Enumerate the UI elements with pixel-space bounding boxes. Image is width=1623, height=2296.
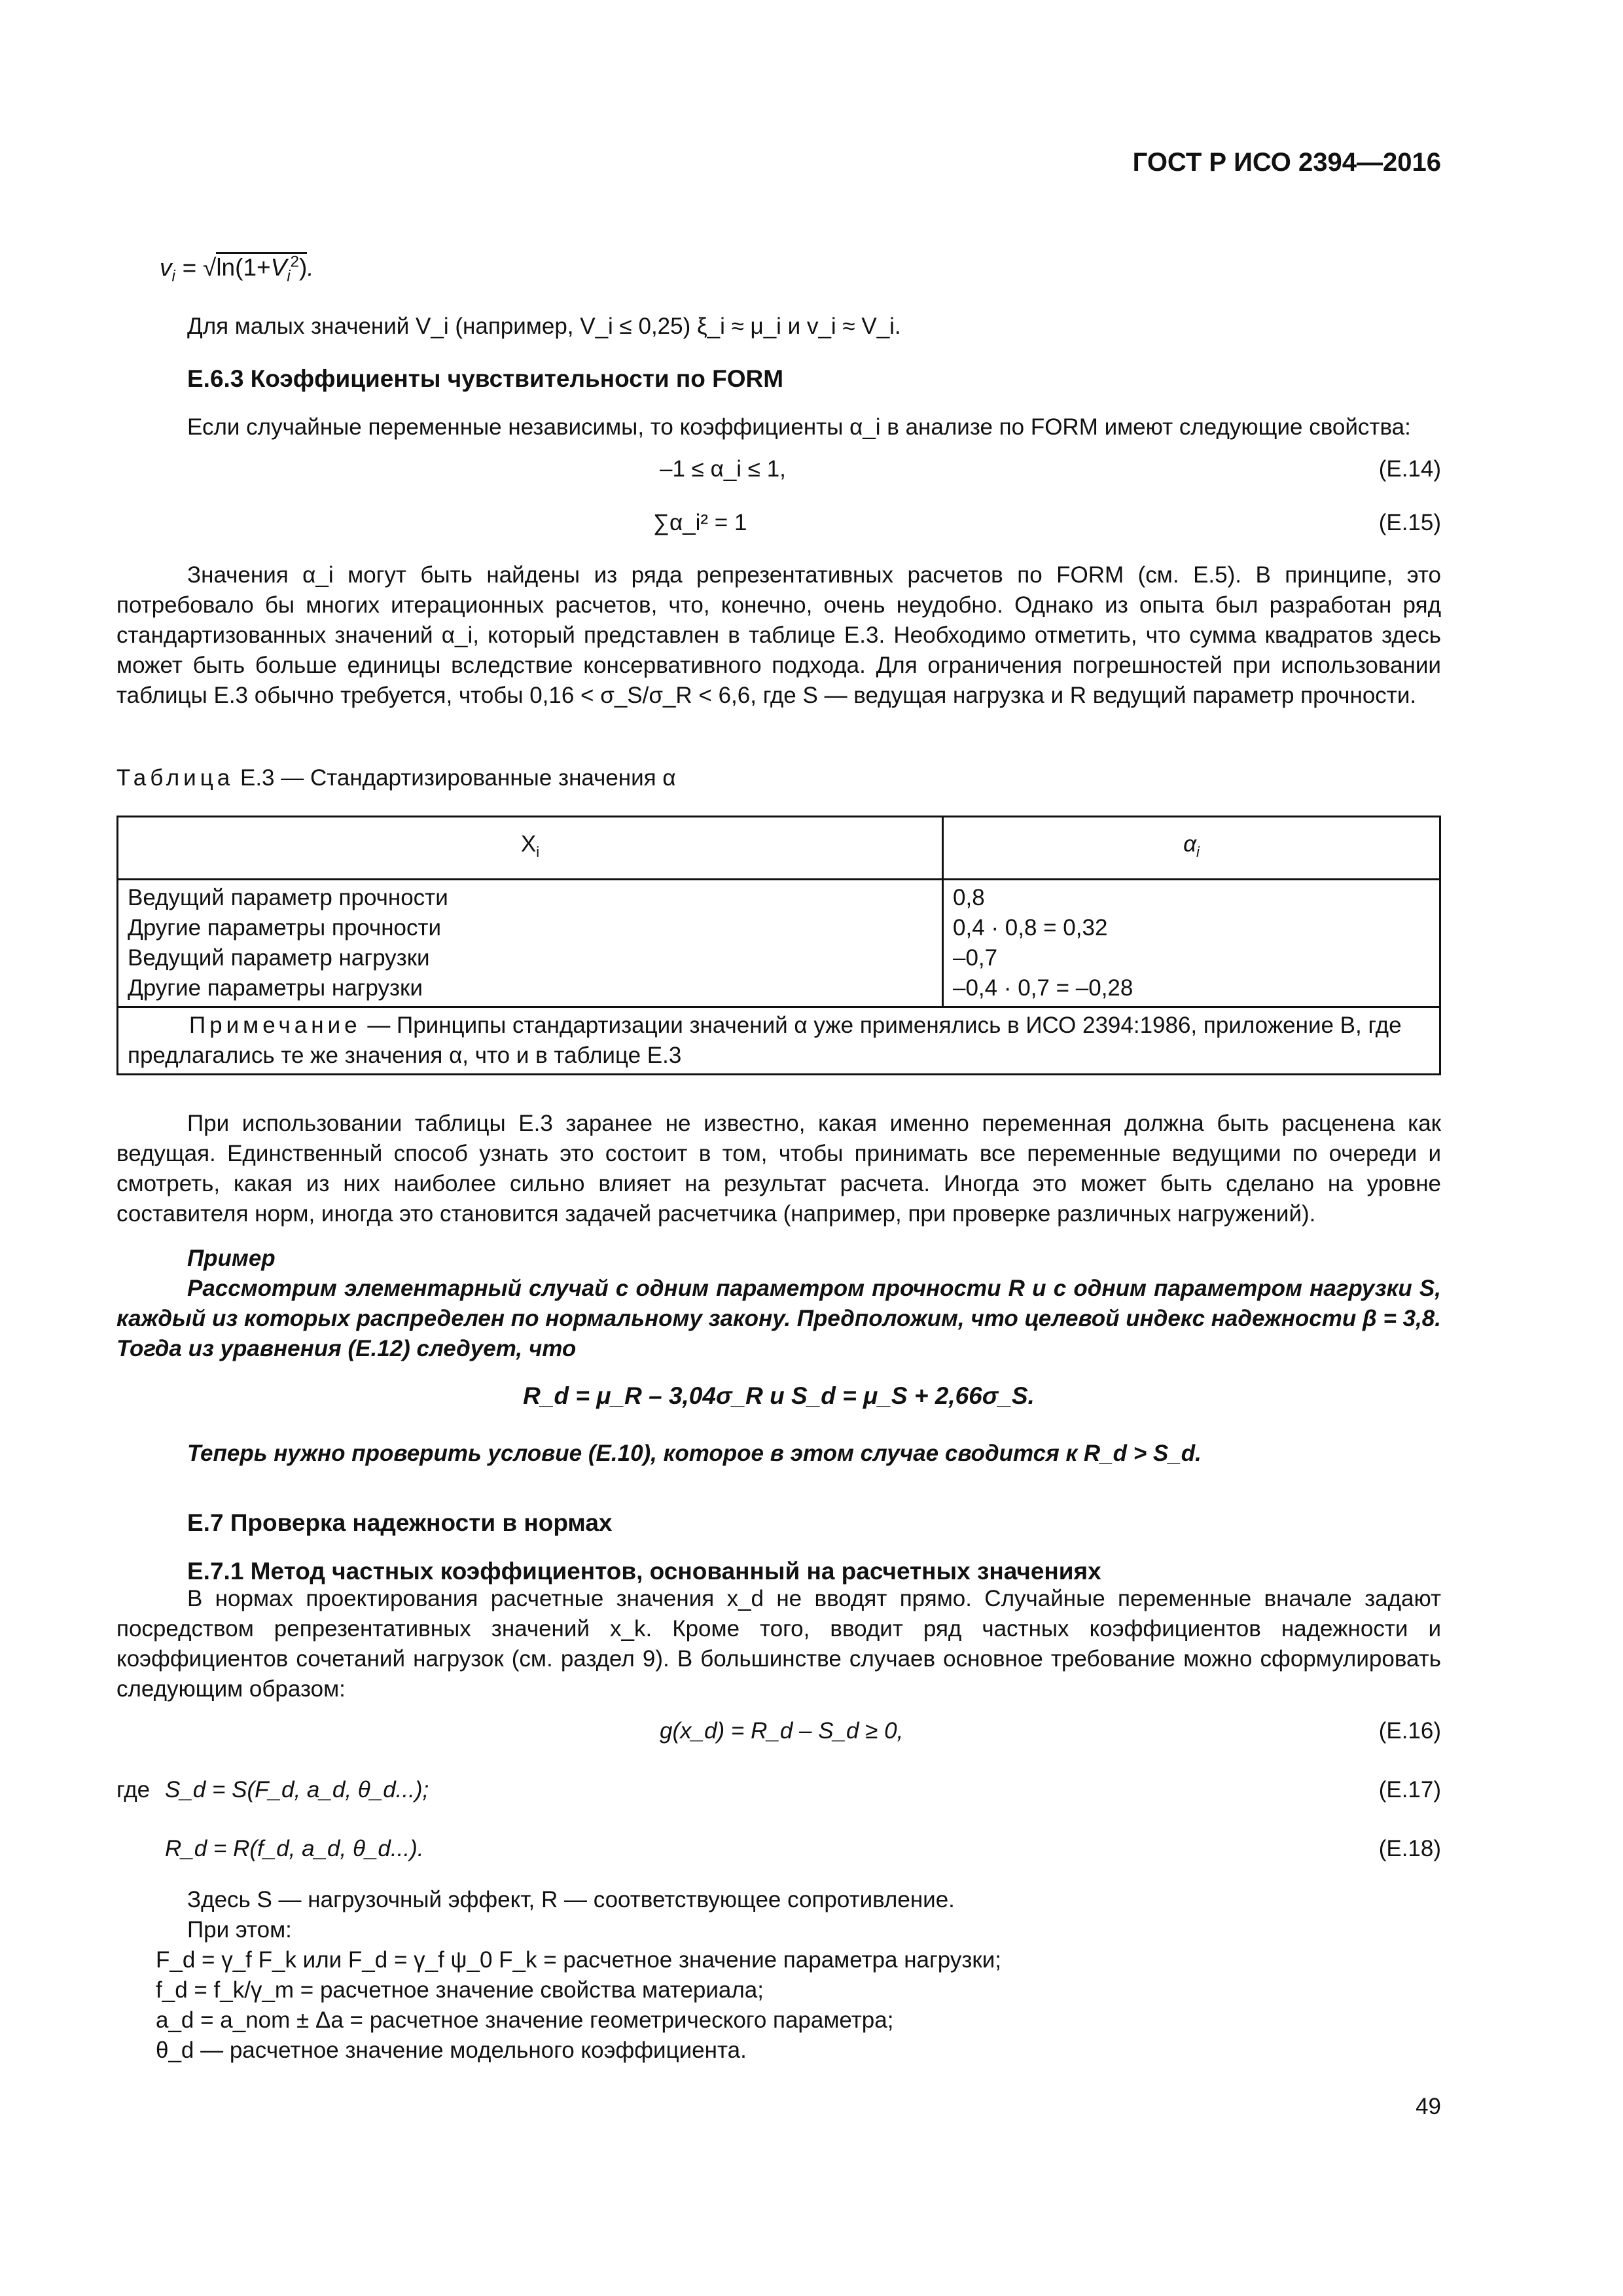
table-note xyxy=(118,1007,1440,1075)
defs-intro: Здесь S — нагрузочный эффект, R — соответствующее сопротивление. xyxy=(187,1887,955,1912)
example-heading: Пример xyxy=(187,1246,276,1271)
equation-e17 xyxy=(116,1775,1441,1805)
table-caption-text: E.3 — Стандартизированные значения α xyxy=(240,765,676,791)
equation-e15-number: (E.15) xyxy=(1378,510,1441,535)
section-e63-title: E.6.3 Коэффициенты чувствительности по FORM xyxy=(187,365,784,392)
equation-e17-prefix: где xyxy=(116,1777,151,1803)
section-e7-title: E.7 Проверка надежности в нормах xyxy=(187,1509,613,1536)
section-e71-title: E.7.1 Метод частных коэффициентов, основанный на расчетных значениях xyxy=(187,1558,1101,1585)
table-row: Другие параметры прочности xyxy=(128,915,442,941)
equation-e18 xyxy=(116,1834,1441,1864)
table-header-alpha: $\alpha_i$ xyxy=(943,817,1440,880)
table-note-word: Примечание xyxy=(189,1013,361,1038)
equation-e18-formula: R_d = R(f_d, a_d, θ_d...). xyxy=(165,1836,424,1861)
values-paragraph: Значения α_i могут быть найдены из ряда репрезентативных расчетов по FORM (см. E.5). В принципе, это потребовало бы многих итерационных расчетов, что, конечно, очень неудобно. Однако из опыта был разработан ряд стандартизованных значений α_i, который представлен в таблице E.3. Необходимо отметить, что сумма квадратов здесь может быть больше единицы вследствие консервативного подхода. Для ограничения погрешностей при использовании таблицы E.3 обычно требуется, чтобы 0,16 < σ_S/σ_R < 6,6, где S — ведущая нагрузка и R ведущий параметр прочности. xyxy=(116,562,1441,708)
table-header-xi: $X_i$ xyxy=(118,817,943,880)
definition-item: θ_d — расчетное значение модельного коэффициента. xyxy=(156,2037,747,2063)
example-text: Рассмотрим элементарный случай с одним параметром прочности R и с одним параметром нагрузки S, каждый из которых распределен по нормальному закону. Предположим, что целевой индекс надежности β = 3,8. Тогда из уравнения (E.12) следует, что xyxy=(116,1276,1441,1361)
table-value: –0,4 · 0,7 = –0,28 xyxy=(953,975,1133,1001)
equation-e14-formula: –1 ≤ α_i ≤ 1, xyxy=(660,456,786,482)
equation-e15 xyxy=(116,508,1441,538)
equation-e16-number: (E.16) xyxy=(1378,1718,1441,1744)
table-caption xyxy=(116,763,676,793)
table-value: 0,4 · 0,8 = 0,32 xyxy=(953,915,1108,941)
equation-e14-number: (E.14) xyxy=(1378,456,1441,482)
example-conclusion: Теперь нужно проверить условие (E.10), которое в этом случае сводится к R_d > S_d. xyxy=(187,1441,1202,1466)
page-number: 49 xyxy=(1416,2094,1441,2119)
table-row: Другие параметры нагрузки xyxy=(128,975,423,1001)
table-row: Ведущий параметр прочности xyxy=(128,885,448,910)
formula-vi: $v_i = √\ln(1+V_i^2)$. xyxy=(160,253,314,285)
definition-item: f_d = f_k/γ_m = расчетное значение свойства материала; xyxy=(156,1977,764,2003)
table-names-cell xyxy=(118,880,943,1007)
table-values-cell xyxy=(943,880,1440,1007)
definition-item: F_d = γ_f F_k или F_d = γ_f ψ_0 F_k = расчетное значение параметра нагрузки; xyxy=(156,1947,1001,1973)
example-formula: R_d = μ_R – 3,04σ_R и S_d = μ_S + 2,66σ_S. xyxy=(523,1382,1035,1409)
equation-e18-number: (E.18) xyxy=(1378,1836,1441,1861)
table-e3 xyxy=(116,816,1441,1075)
definition-item: a_d = a_nom ± Δa = расчетное значение геометрического параметра; xyxy=(156,2007,894,2033)
equation-e14 xyxy=(116,454,1441,484)
standard-header: ГОСТ Р ИСО 2394—2016 xyxy=(1132,148,1441,177)
equation-e16 xyxy=(116,1716,1441,1746)
equation-e17-number: (E.17) xyxy=(1378,1777,1441,1803)
form-paragraph: Если случайные переменные независимы, то коэффициенты α_i в анализе по FORM имеют следующие свойства: xyxy=(187,414,1411,440)
equation-e16-formula: g(x_d) = R_d – S_d ≥ 0, xyxy=(660,1718,904,1744)
table-row: Ведущий параметр нагрузки xyxy=(128,945,430,971)
document-page xyxy=(116,0,1441,2296)
defs-intro-2: При этом: xyxy=(187,1917,292,1943)
table-note-text: — Принципы стандартизации значений α уже применялись в ИСО 2394:1986, приложение B, где предлагались те же значения α, что и в таблице E.3 xyxy=(128,1013,1402,1068)
table-value: –0,7 xyxy=(953,945,998,971)
usage-paragraph: При использовании таблицы E.3 заранее не известно, какая именно переменная должна быть расценена как ведущая. Единственный способ узнать это состоит в том, чтобы принимать все переменные ведущими по очереди и смотреть, какая из них наиболее сильно влияет на результат расчета. Иногда это может быть сделано на уровне составителя норм, иногда это становится задачей расчетчика (например, при проверке различных нагружений). xyxy=(116,1111,1441,1227)
e71-paragraph: В нормах проектирования расчетные значения x_d не вводят прямо. Случайные переменные вначале задают посредством репрезентативных значений x_k. Кроме того, вводит ряд частных коэффициентов надежности и коэффициентов сочетаний нагрузок (см. раздел 9). В большинстве случаев основное требование можно сформулировать следующим образом: xyxy=(116,1586,1441,1702)
table-value: 0,8 xyxy=(953,885,985,910)
table-caption-word: Таблица xyxy=(116,765,234,791)
small-values-note: Для малых значений V_i (например, V_i ≤ 0,25) ξ_i ≈ μ_i и v_i ≈ V_i. xyxy=(187,314,901,339)
equation-e17-formula: S_d = S(F_d, a_d, θ_d...); xyxy=(165,1777,429,1803)
equation-e15-formula: ∑α_i² = 1 xyxy=(653,510,747,535)
